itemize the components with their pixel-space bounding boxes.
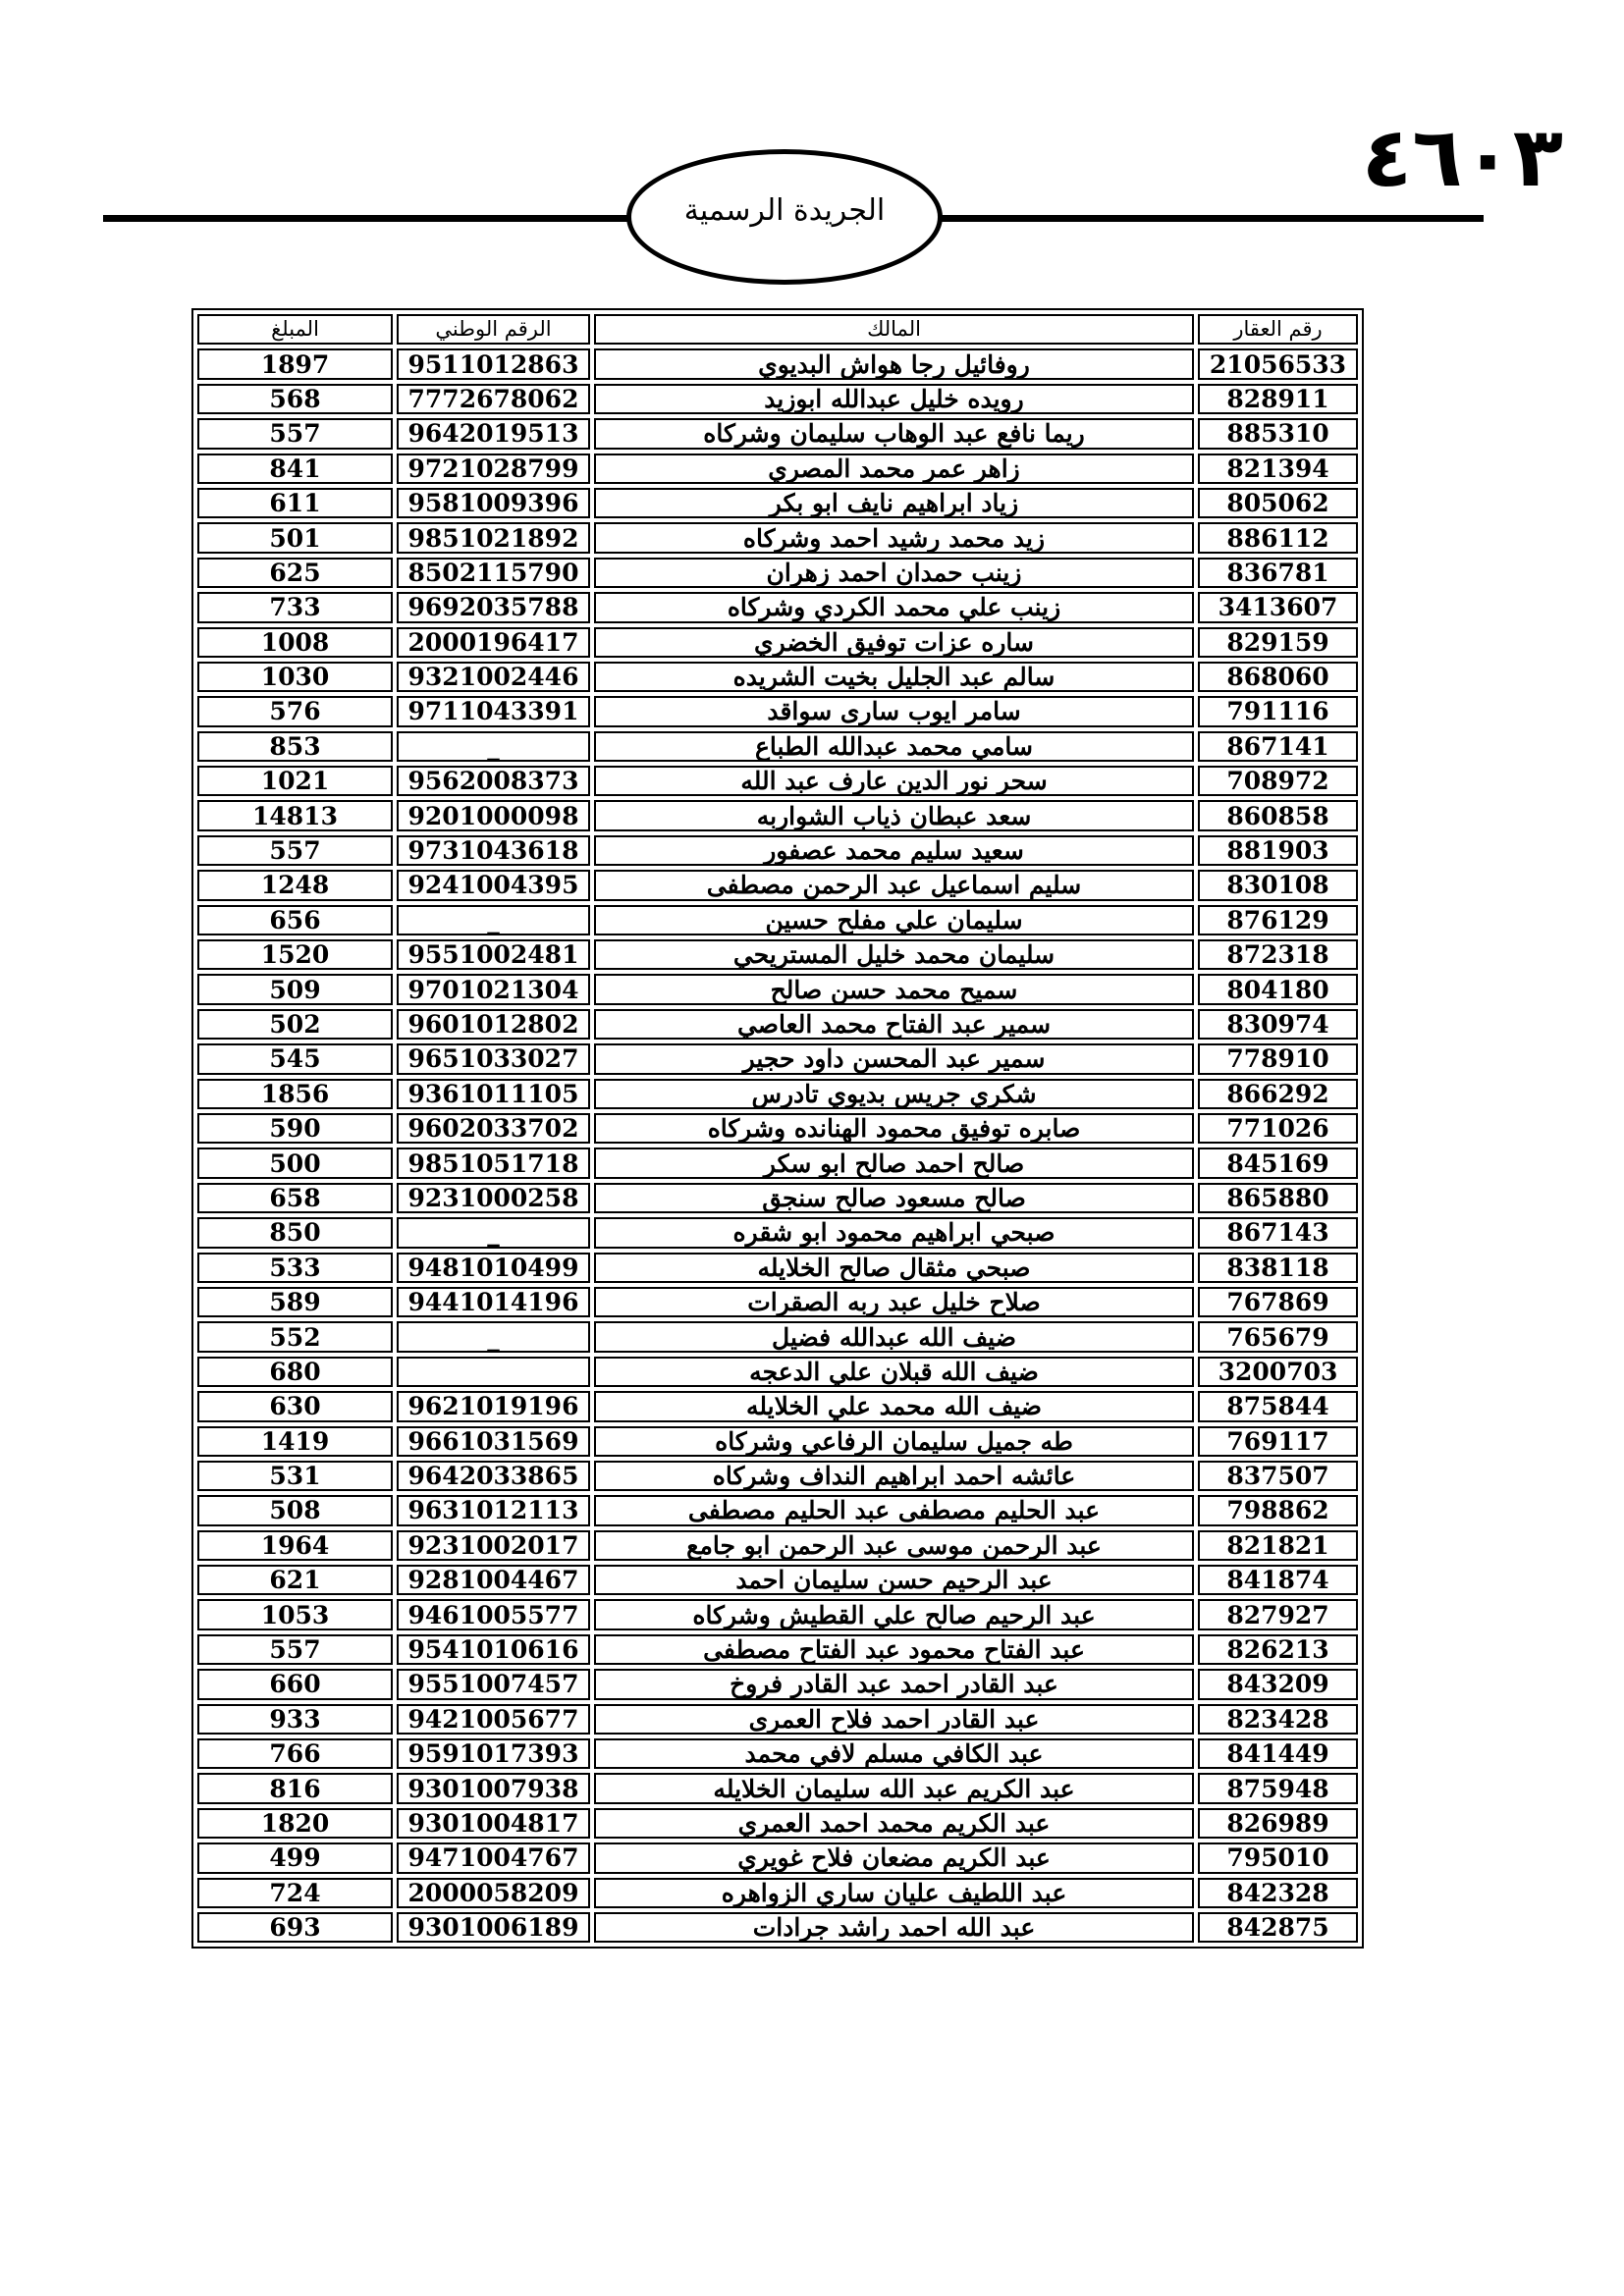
cell-national-id: 9461005577 <box>397 1599 590 1629</box>
cell-owner: عبد اللطيف عليان ساري الزواهره <box>594 1878 1194 1908</box>
cell-owner: سمير عبد الفتاح محمد العاصي <box>594 1009 1194 1040</box>
cell-property-no: 804180 <box>1198 974 1358 1004</box>
cell-amount: 1520 <box>197 939 393 970</box>
table-row <box>197 1808 1358 1839</box>
column-header-property-no: رقم العقار <box>1198 314 1358 345</box>
cell-national-id: 9321002446 <box>397 662 590 692</box>
cell-owner: ضيف الله قبلان علي الدعجه <box>594 1357 1194 1387</box>
cell-owner: عائشه احمد ابراهيم النداف وشركاه <box>594 1461 1194 1491</box>
table-row <box>197 939 1358 970</box>
cell-property-no: 828911 <box>1198 384 1358 414</box>
cell-amount: 576 <box>197 696 393 726</box>
cell-national-id: 9551002481 <box>397 939 590 970</box>
cell-national-id: 9481010499 <box>397 1253 590 1283</box>
cell-owner: سليم اسماعيل عبد الرحمن مصطفى <box>594 870 1194 900</box>
cell-property-no: 841449 <box>1198 1738 1358 1769</box>
cell-amount: 590 <box>197 1113 393 1144</box>
table-row <box>197 1634 1358 1665</box>
cell-property-no: 805062 <box>1198 488 1358 518</box>
table-row <box>197 627 1358 658</box>
cell-property-no: 867141 <box>1198 731 1358 762</box>
cell-owner: صالح احمد صالح ابو سكر <box>594 1148 1194 1178</box>
table-row <box>197 1842 1358 1873</box>
cell-owner: زينب حمدان احمد زهران <box>594 558 1194 588</box>
table-row <box>197 1113 1358 1144</box>
cell-national-id: 9692035788 <box>397 592 590 622</box>
cell-amount: 502 <box>197 1009 393 1040</box>
table-row <box>197 1009 1358 1040</box>
cell-property-no: 867143 <box>1198 1217 1358 1248</box>
cell-amount: 853 <box>197 731 393 762</box>
cell-amount: 1856 <box>197 1079 393 1109</box>
cell-property-no: 860858 <box>1198 800 1358 830</box>
table-row <box>197 1773 1358 1803</box>
table-row <box>197 1217 1358 1248</box>
table-row <box>197 1321 1358 1352</box>
cell-amount: 680 <box>197 1357 393 1387</box>
cell-national-id: 9631012113 <box>397 1495 590 1525</box>
cell-property-no: 708972 <box>1198 766 1358 796</box>
table-header-row <box>197 314 1358 345</box>
table-row <box>197 905 1358 935</box>
cell-owner: عبد الحليم مصطفى عبد الحليم مصطفى <box>594 1495 1194 1525</box>
cell-national-id: 9851021892 <box>397 522 590 553</box>
cell-amount: 545 <box>197 1043 393 1074</box>
cell-amount: 816 <box>197 1773 393 1803</box>
cell-property-no: 865880 <box>1198 1183 1358 1213</box>
table-row <box>197 731 1358 762</box>
cell-national-id: 9731043618 <box>397 835 590 866</box>
cell-owner: سالم عبد الجليل بخيت الشريده <box>594 662 1194 692</box>
cell-owner: سامي محمد عبدالله الطباع <box>594 731 1194 762</box>
cell-national-id: 9231002017 <box>397 1530 590 1561</box>
cell-property-no: 830108 <box>1198 870 1358 900</box>
cell-property-no: 821821 <box>1198 1530 1358 1561</box>
cell-owner: ضيف الله عبدالله فضيل <box>594 1321 1194 1352</box>
cell-amount: 568 <box>197 384 393 414</box>
cell-property-no: 829159 <box>1198 627 1358 658</box>
cell-property-no: 3413607 <box>1198 592 1358 622</box>
cell-property-no: 842875 <box>1198 1912 1358 1943</box>
cell-amount: 766 <box>197 1738 393 1769</box>
cell-owner: زاهر عمر محمد المصري <box>594 454 1194 484</box>
cell-owner: صلاح خليل عبد ربه الصقرات <box>594 1287 1194 1317</box>
table-row <box>197 1357 1358 1387</box>
cell-amount: 933 <box>197 1704 393 1735</box>
cell-national-id: 9551007457 <box>397 1669 590 1699</box>
table-row <box>197 592 1358 622</box>
cell-amount: 1964 <box>197 1530 393 1561</box>
column-header-owner: المالك <box>594 314 1194 345</box>
cell-national-id: _ <box>397 905 590 935</box>
cell-amount: 841 <box>197 454 393 484</box>
cell-property-no: 836781 <box>1198 558 1358 588</box>
table-row <box>197 1043 1358 1074</box>
cell-amount: 552 <box>197 1321 393 1352</box>
cell-national-id: 9301006189 <box>397 1912 590 1943</box>
cell-owner: عبد الكريم مضعان فلاح غويري <box>594 1842 1194 1873</box>
cell-owner: زيد محمد رشيد احمد وشركاه <box>594 522 1194 553</box>
table-row <box>197 1704 1358 1735</box>
cell-owner: عبد الرحمن موسى عبد الرحمن ابو جامع <box>594 1530 1194 1561</box>
table-row <box>197 1183 1358 1213</box>
cell-national-id: 2000196417 <box>397 627 590 658</box>
cell-amount: 14813 <box>197 800 393 830</box>
table-row <box>197 1426 1358 1457</box>
table-row <box>197 488 1358 518</box>
cell-amount: 557 <box>197 418 393 449</box>
cell-amount: 656 <box>197 905 393 935</box>
cell-property-no: 765679 <box>1198 1321 1358 1352</box>
cell-owner: سليمان علي مفلح حسين <box>594 905 1194 935</box>
cell-national-id: 9661031569 <box>397 1426 590 1457</box>
cell-property-no: 826989 <box>1198 1808 1358 1839</box>
table-row <box>197 348 1358 379</box>
cell-owner: سعيد سليم محمد عصفور <box>594 835 1194 866</box>
cell-owner: عبد الرحيم حسن سليمان احمد <box>594 1565 1194 1595</box>
cell-property-no: 885310 <box>1198 418 1358 449</box>
cell-property-no: 769117 <box>1198 1426 1358 1457</box>
column-header-amount: المبلغ <box>197 314 393 345</box>
cell-amount: 508 <box>197 1495 393 1525</box>
cell-amount: 589 <box>197 1287 393 1317</box>
cell-owner: عبد الكريم محمد احمد العمري <box>594 1808 1194 1839</box>
cell-owner: سامر ايوب سارى سواقد <box>594 696 1194 726</box>
cell-national-id: 9281004467 <box>397 1565 590 1595</box>
cell-owner: صبحي مثقال صالح الخلايله <box>594 1253 1194 1283</box>
cell-national-id: 7772678062 <box>397 384 590 414</box>
cell-national-id: 9721028799 <box>397 454 590 484</box>
cell-owner: روفائيل رجا هواش البديوي <box>594 348 1194 379</box>
cell-property-no: 795010 <box>1198 1842 1358 1873</box>
cell-owner: صبحي ابراهيم محمود ابو شقره <box>594 1217 1194 1248</box>
cell-property-no: 842328 <box>1198 1878 1358 1908</box>
cell-property-no: 875844 <box>1198 1391 1358 1421</box>
cell-owner: سمير عبد المحسن داود حجير <box>594 1043 1194 1074</box>
table-row <box>197 1530 1358 1561</box>
cell-property-no: 838118 <box>1198 1253 1358 1283</box>
cell-amount: 557 <box>197 1634 393 1665</box>
cell-owner: زياد ابراهيم نايف ابو بكر <box>594 488 1194 518</box>
cell-national-id: 9421005677 <box>397 1704 590 1735</box>
table-row <box>197 1391 1358 1421</box>
cell-national-id: 9711043391 <box>397 696 590 726</box>
cell-property-no: 771026 <box>1198 1113 1358 1144</box>
cell-amount: 658 <box>197 1183 393 1213</box>
cell-amount: 621 <box>197 1565 393 1595</box>
cell-national-id: 9361011105 <box>397 1079 590 1109</box>
cell-national-id: 8502115790 <box>397 558 590 588</box>
cell-amount: 1030 <box>197 662 393 692</box>
cell-amount: 1008 <box>197 627 393 658</box>
publication-title-oval <box>626 149 943 285</box>
cell-national-id: _ <box>397 1321 590 1352</box>
cell-property-no: 866292 <box>1198 1079 1358 1109</box>
cell-owner: شكري جريس بديوي تادرس <box>594 1079 1194 1109</box>
cell-property-no: 791116 <box>1198 696 1358 726</box>
table-row <box>197 1669 1358 1699</box>
table-row <box>197 1079 1358 1109</box>
cell-property-no: 845169 <box>1198 1148 1358 1178</box>
table-row <box>197 384 1358 414</box>
cell-owner: طه جميل سليمان الرفاعي وشركاه <box>594 1426 1194 1457</box>
cell-amount: 693 <box>197 1912 393 1943</box>
cell-amount: 499 <box>197 1842 393 1873</box>
table-row <box>197 1912 1358 1943</box>
cell-owner: ريما نافع عبد الوهاب سليمان وشركاه <box>594 418 1194 449</box>
cell-property-no: 830974 <box>1198 1009 1358 1040</box>
cell-national-id: 9601012802 <box>397 1009 590 1040</box>
cell-amount: 625 <box>197 558 393 588</box>
cell-national-id: 9621019196 <box>397 1391 590 1421</box>
table-row <box>197 662 1358 692</box>
cell-owner: رويده خليل عبدالله ابوزيد <box>594 384 1194 414</box>
cell-property-no: 826213 <box>1198 1634 1358 1665</box>
table-row <box>197 1565 1358 1595</box>
cell-owner: عبد الله احمد راشد جرادات <box>594 1912 1194 1943</box>
cell-national-id: 9701021304 <box>397 974 590 1004</box>
cell-owner: عبد الكافي مسلم لافي محمد <box>594 1738 1194 1769</box>
cell-national-id: 9231000258 <box>397 1183 590 1213</box>
cell-national-id: 9201000098 <box>397 800 590 830</box>
cell-national-id: _ <box>397 731 590 762</box>
table-row <box>197 1253 1358 1283</box>
cell-national-id: 9642019513 <box>397 418 590 449</box>
table-row <box>197 522 1358 553</box>
cell-national-id: 9602033702 <box>397 1113 590 1144</box>
cell-property-no: 823428 <box>1198 1704 1358 1735</box>
cell-owner: سعد عبطان ذياب الشواربه <box>594 800 1194 830</box>
table-row <box>197 418 1358 449</box>
cell-owner: عبد القادر احمد فلاح العمرى <box>594 1704 1194 1735</box>
cell-property-no: 886112 <box>1198 522 1358 553</box>
cell-amount: 1820 <box>197 1808 393 1839</box>
table-row <box>197 1461 1358 1491</box>
cell-property-no: 881903 <box>1198 835 1358 866</box>
cell-national-id: 9511012863 <box>397 348 590 379</box>
cell-owner: سميح محمد حسن صالح <box>594 974 1194 1004</box>
table-row <box>197 870 1358 900</box>
cell-national-id: 9241004395 <box>397 870 590 900</box>
cell-property-no: 841874 <box>1198 1565 1358 1595</box>
records-table-wrap <box>191 308 1356 1949</box>
cell-amount: 1419 <box>197 1426 393 1457</box>
cell-national-id: 2000058209 <box>397 1878 590 1908</box>
cell-national-id <box>397 1357 590 1387</box>
cell-amount: 533 <box>197 1253 393 1283</box>
cell-property-no: 827927 <box>1198 1599 1358 1629</box>
cell-national-id: 9301004817 <box>397 1808 590 1839</box>
cell-amount: 500 <box>197 1148 393 1178</box>
cell-owner: عبد الكريم عبد الله سليمان الخلايله <box>594 1773 1194 1803</box>
cell-amount: 509 <box>197 974 393 1004</box>
cell-amount: 1248 <box>197 870 393 900</box>
cell-property-no: 868060 <box>1198 662 1358 692</box>
cell-national-id: 9441014196 <box>397 1287 590 1317</box>
cell-national-id: 9562008373 <box>397 766 590 796</box>
cell-owner: ساره عزات توفيق الخضري <box>594 627 1194 658</box>
cell-property-no: 3200703 <box>1198 1357 1358 1387</box>
table-row <box>197 1738 1358 1769</box>
cell-national-id: 9642033865 <box>397 1461 590 1491</box>
cell-property-no: 872318 <box>1198 939 1358 970</box>
cell-national-id: 9591017393 <box>397 1738 590 1769</box>
cell-owner: عبد القادر احمد عبد القادر فروخ <box>594 1669 1194 1699</box>
cell-property-no: 843209 <box>1198 1669 1358 1699</box>
table-row <box>197 1599 1358 1629</box>
cell-amount: 1053 <box>197 1599 393 1629</box>
cell-amount: 733 <box>197 592 393 622</box>
table-row <box>197 835 1358 866</box>
table-row <box>197 766 1358 796</box>
cell-owner: عبد الفتاح محمود عبد الفتاح مصطفى <box>594 1634 1194 1665</box>
cell-property-no: 821394 <box>1198 454 1358 484</box>
cell-owner: زينب علي محمد الكردي وشركاه <box>594 592 1194 622</box>
table-row <box>197 800 1358 830</box>
cell-owner: سحر نور الدين عارف عبد الله <box>594 766 1194 796</box>
column-header-national-id: الرقم الوطني <box>397 314 590 345</box>
cell-property-no: 21056533 <box>1198 348 1358 379</box>
cell-national-id: 9541010616 <box>397 1634 590 1665</box>
cell-owner: صابره توفيق محمود الهنانده وشركاه <box>594 1113 1194 1144</box>
cell-amount: 531 <box>197 1461 393 1491</box>
cell-owner: ضيف الله محمد علي الخلايله <box>594 1391 1194 1421</box>
cell-owner: عبد الرحيم صالح علي القطيش وشركاه <box>594 1599 1194 1629</box>
cell-amount: 611 <box>197 488 393 518</box>
cell-amount: 660 <box>197 1669 393 1699</box>
cell-national-id: 9851051718 <box>397 1148 590 1178</box>
cell-property-no: 798862 <box>1198 1495 1358 1525</box>
table-row <box>197 558 1358 588</box>
table-row <box>197 696 1358 726</box>
table-row <box>197 974 1358 1004</box>
cell-property-no: 875948 <box>1198 1773 1358 1803</box>
table-row <box>197 1287 1358 1317</box>
cell-owner: صالح مسعود صالح سنجق <box>594 1183 1194 1213</box>
records-body <box>197 348 1358 1943</box>
cell-national-id: 9581009396 <box>397 488 590 518</box>
cell-amount: 557 <box>197 835 393 866</box>
cell-amount: 501 <box>197 522 393 553</box>
cell-property-no: 876129 <box>1198 905 1358 935</box>
table-row <box>197 1878 1358 1908</box>
cell-amount: 1897 <box>197 348 393 379</box>
table-row <box>197 1495 1358 1525</box>
cell-amount: 724 <box>197 1878 393 1908</box>
page-number: ٤٦٠٣ <box>1361 109 1563 205</box>
publication-title: الجريدة الرسمية <box>683 192 886 228</box>
cell-property-no: 767869 <box>1198 1287 1358 1317</box>
cell-amount: 850 <box>197 1217 393 1248</box>
cell-national-id: 9651033027 <box>397 1043 590 1074</box>
cell-property-no: 778910 <box>1198 1043 1358 1074</box>
cell-national-id: 9471004767 <box>397 1842 590 1873</box>
table-row <box>197 454 1358 484</box>
table-row <box>197 1148 1358 1178</box>
cell-amount: 630 <box>197 1391 393 1421</box>
records-table <box>191 308 1364 1949</box>
cell-national-id: _ <box>397 1217 590 1248</box>
cell-amount: 1021 <box>197 766 393 796</box>
cell-property-no: 837507 <box>1198 1461 1358 1491</box>
cell-owner: سليمان محمد خليل المستريحي <box>594 939 1194 970</box>
cell-national-id: 9301007938 <box>397 1773 590 1803</box>
